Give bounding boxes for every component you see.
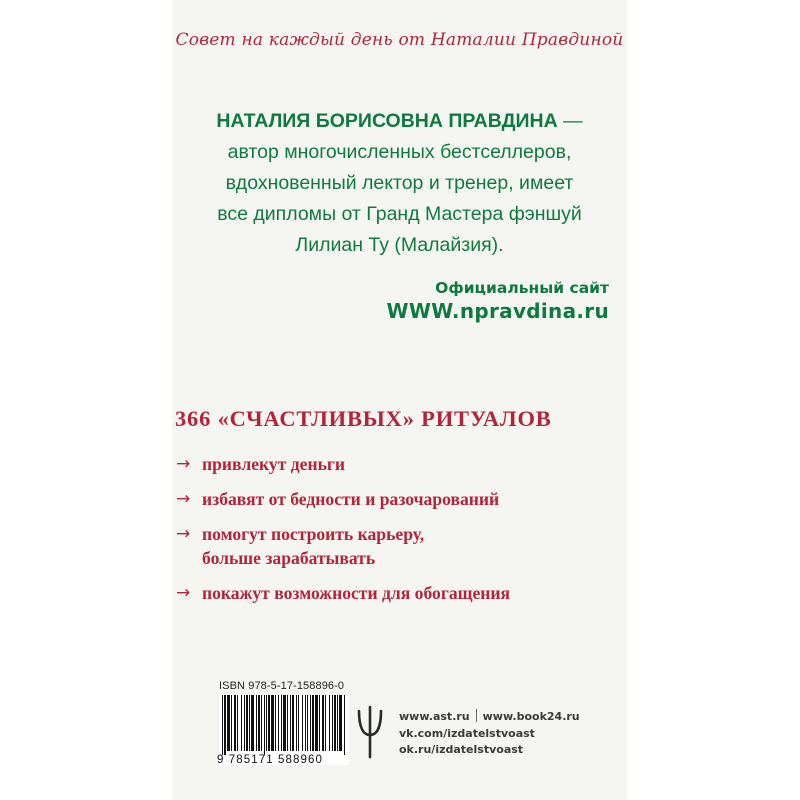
barcode-bar bbox=[278, 695, 279, 751]
arrow-right-icon: → bbox=[176, 454, 191, 474]
benefit-text: помогут построить карьеру, bbox=[202, 524, 425, 544]
barcode-bar bbox=[310, 695, 311, 751]
barcode-bar bbox=[296, 695, 297, 751]
barcode-bar bbox=[224, 695, 226, 755]
barcode-bar bbox=[222, 695, 223, 755]
barcode-bar bbox=[290, 695, 291, 751]
barcode-bars bbox=[219, 695, 349, 755]
barcode-bar bbox=[256, 695, 257, 751]
barcode-bar bbox=[244, 695, 245, 751]
barcode-bar bbox=[322, 695, 324, 751]
barcode-bar bbox=[307, 695, 308, 751]
benefit-text: покажут возможности для обогащения bbox=[202, 583, 511, 603]
barcode-bar bbox=[266, 695, 267, 751]
barcode-bar bbox=[227, 695, 230, 751]
benefit-text: привлекут деньги bbox=[202, 454, 346, 474]
barcode-bar bbox=[264, 695, 265, 755]
author-dash: — bbox=[557, 110, 583, 132]
barcode-bar bbox=[334, 695, 336, 751]
barcode-bar bbox=[292, 695, 294, 751]
author-bio-line-1 bbox=[172, 106, 627, 137]
benefit-text: избавят от бедности и разочарований bbox=[202, 489, 500, 509]
publisher-links bbox=[399, 709, 580, 759]
series-title: Совет на каждый день от Наталии Правдиной bbox=[175, 30, 624, 50]
barcode-bar bbox=[315, 695, 318, 751]
benefit-text-continued: больше зарабатывать bbox=[202, 548, 376, 568]
arrow-right-icon: → bbox=[176, 524, 191, 544]
official-site-url[interactable]: WWW.npravdina.ru bbox=[386, 299, 609, 323]
arrow-right-icon: → bbox=[176, 489, 191, 509]
barcode-bar bbox=[305, 695, 306, 751]
benefit-item bbox=[172, 452, 627, 476]
benefits-list bbox=[172, 452, 627, 616]
barcode-bar bbox=[283, 695, 286, 751]
barcode-bar bbox=[271, 695, 274, 751]
barcode-bar bbox=[237, 695, 238, 751]
barcode-bar bbox=[337, 695, 338, 751]
barcode-bar bbox=[231, 695, 232, 751]
barcode-bar bbox=[319, 695, 320, 751]
publisher-links-row bbox=[399, 709, 580, 726]
link-vk[interactable]: vk.com/izdatelstvoast bbox=[399, 726, 535, 740]
barcode-bar bbox=[258, 695, 260, 751]
barcode-bar bbox=[275, 695, 276, 751]
link-separator bbox=[476, 709, 477, 722]
barcode-bar bbox=[234, 695, 236, 751]
link-ok[interactable]: ok.ru/izdatelstvoast bbox=[399, 743, 524, 756]
link-ast[interactable]: www.ast.ru bbox=[399, 710, 470, 723]
author-name: НАТАЛИЯ БОРИСОВНА ПРАВДИНА bbox=[216, 110, 558, 132]
author-bio-line-4: все дипломы от Гранд Мастера фэншуй bbox=[217, 203, 582, 225]
barcode-bar bbox=[302, 695, 303, 751]
barcode-bar bbox=[268, 695, 270, 751]
barcode-bar bbox=[332, 695, 333, 751]
barcode-bar bbox=[298, 695, 299, 751]
barcode-digits: 9 785171 588960 bbox=[217, 754, 324, 766]
link-book24[interactable]: www.book24.ru bbox=[482, 710, 580, 723]
rituals-heading: 366 «СЧАСТЛИВЫХ» РИТУАЛОВ bbox=[175, 406, 552, 431]
barcode-bar bbox=[339, 695, 342, 751]
benefit-item bbox=[172, 487, 627, 511]
barcode-bar bbox=[287, 695, 288, 751]
benefit-item bbox=[172, 522, 627, 570]
barcode-bar bbox=[312, 695, 314, 751]
arrow-right-icon: → bbox=[176, 583, 191, 603]
barcode-bar bbox=[329, 695, 330, 751]
barcode-bar bbox=[246, 695, 248, 751]
isbn-number: ISBN 978-5-17-158896-0 bbox=[219, 680, 345, 692]
barcode-bar bbox=[261, 695, 262, 751]
author-bio bbox=[172, 106, 627, 261]
author-bio-line-5: Лилиан Ту (Малайзия). bbox=[295, 234, 504, 256]
barcode-bar bbox=[241, 695, 242, 751]
publisher-logo-icon bbox=[357, 705, 383, 759]
barcode-bar bbox=[251, 695, 254, 751]
benefit-item bbox=[172, 581, 627, 605]
barcode-bar bbox=[344, 695, 345, 755]
official-site-label: Официальный сайт bbox=[435, 279, 609, 297]
book-back-cover bbox=[172, 0, 627, 800]
author-bio-line-2: автор многочисленных бестселлеров, bbox=[227, 141, 572, 163]
barcode-bar bbox=[325, 695, 326, 751]
barcode-bar bbox=[249, 695, 250, 751]
author-bio-line-3: вдохновенный лектор и тренер, имеет bbox=[225, 172, 574, 194]
barcode-bar bbox=[281, 695, 282, 751]
